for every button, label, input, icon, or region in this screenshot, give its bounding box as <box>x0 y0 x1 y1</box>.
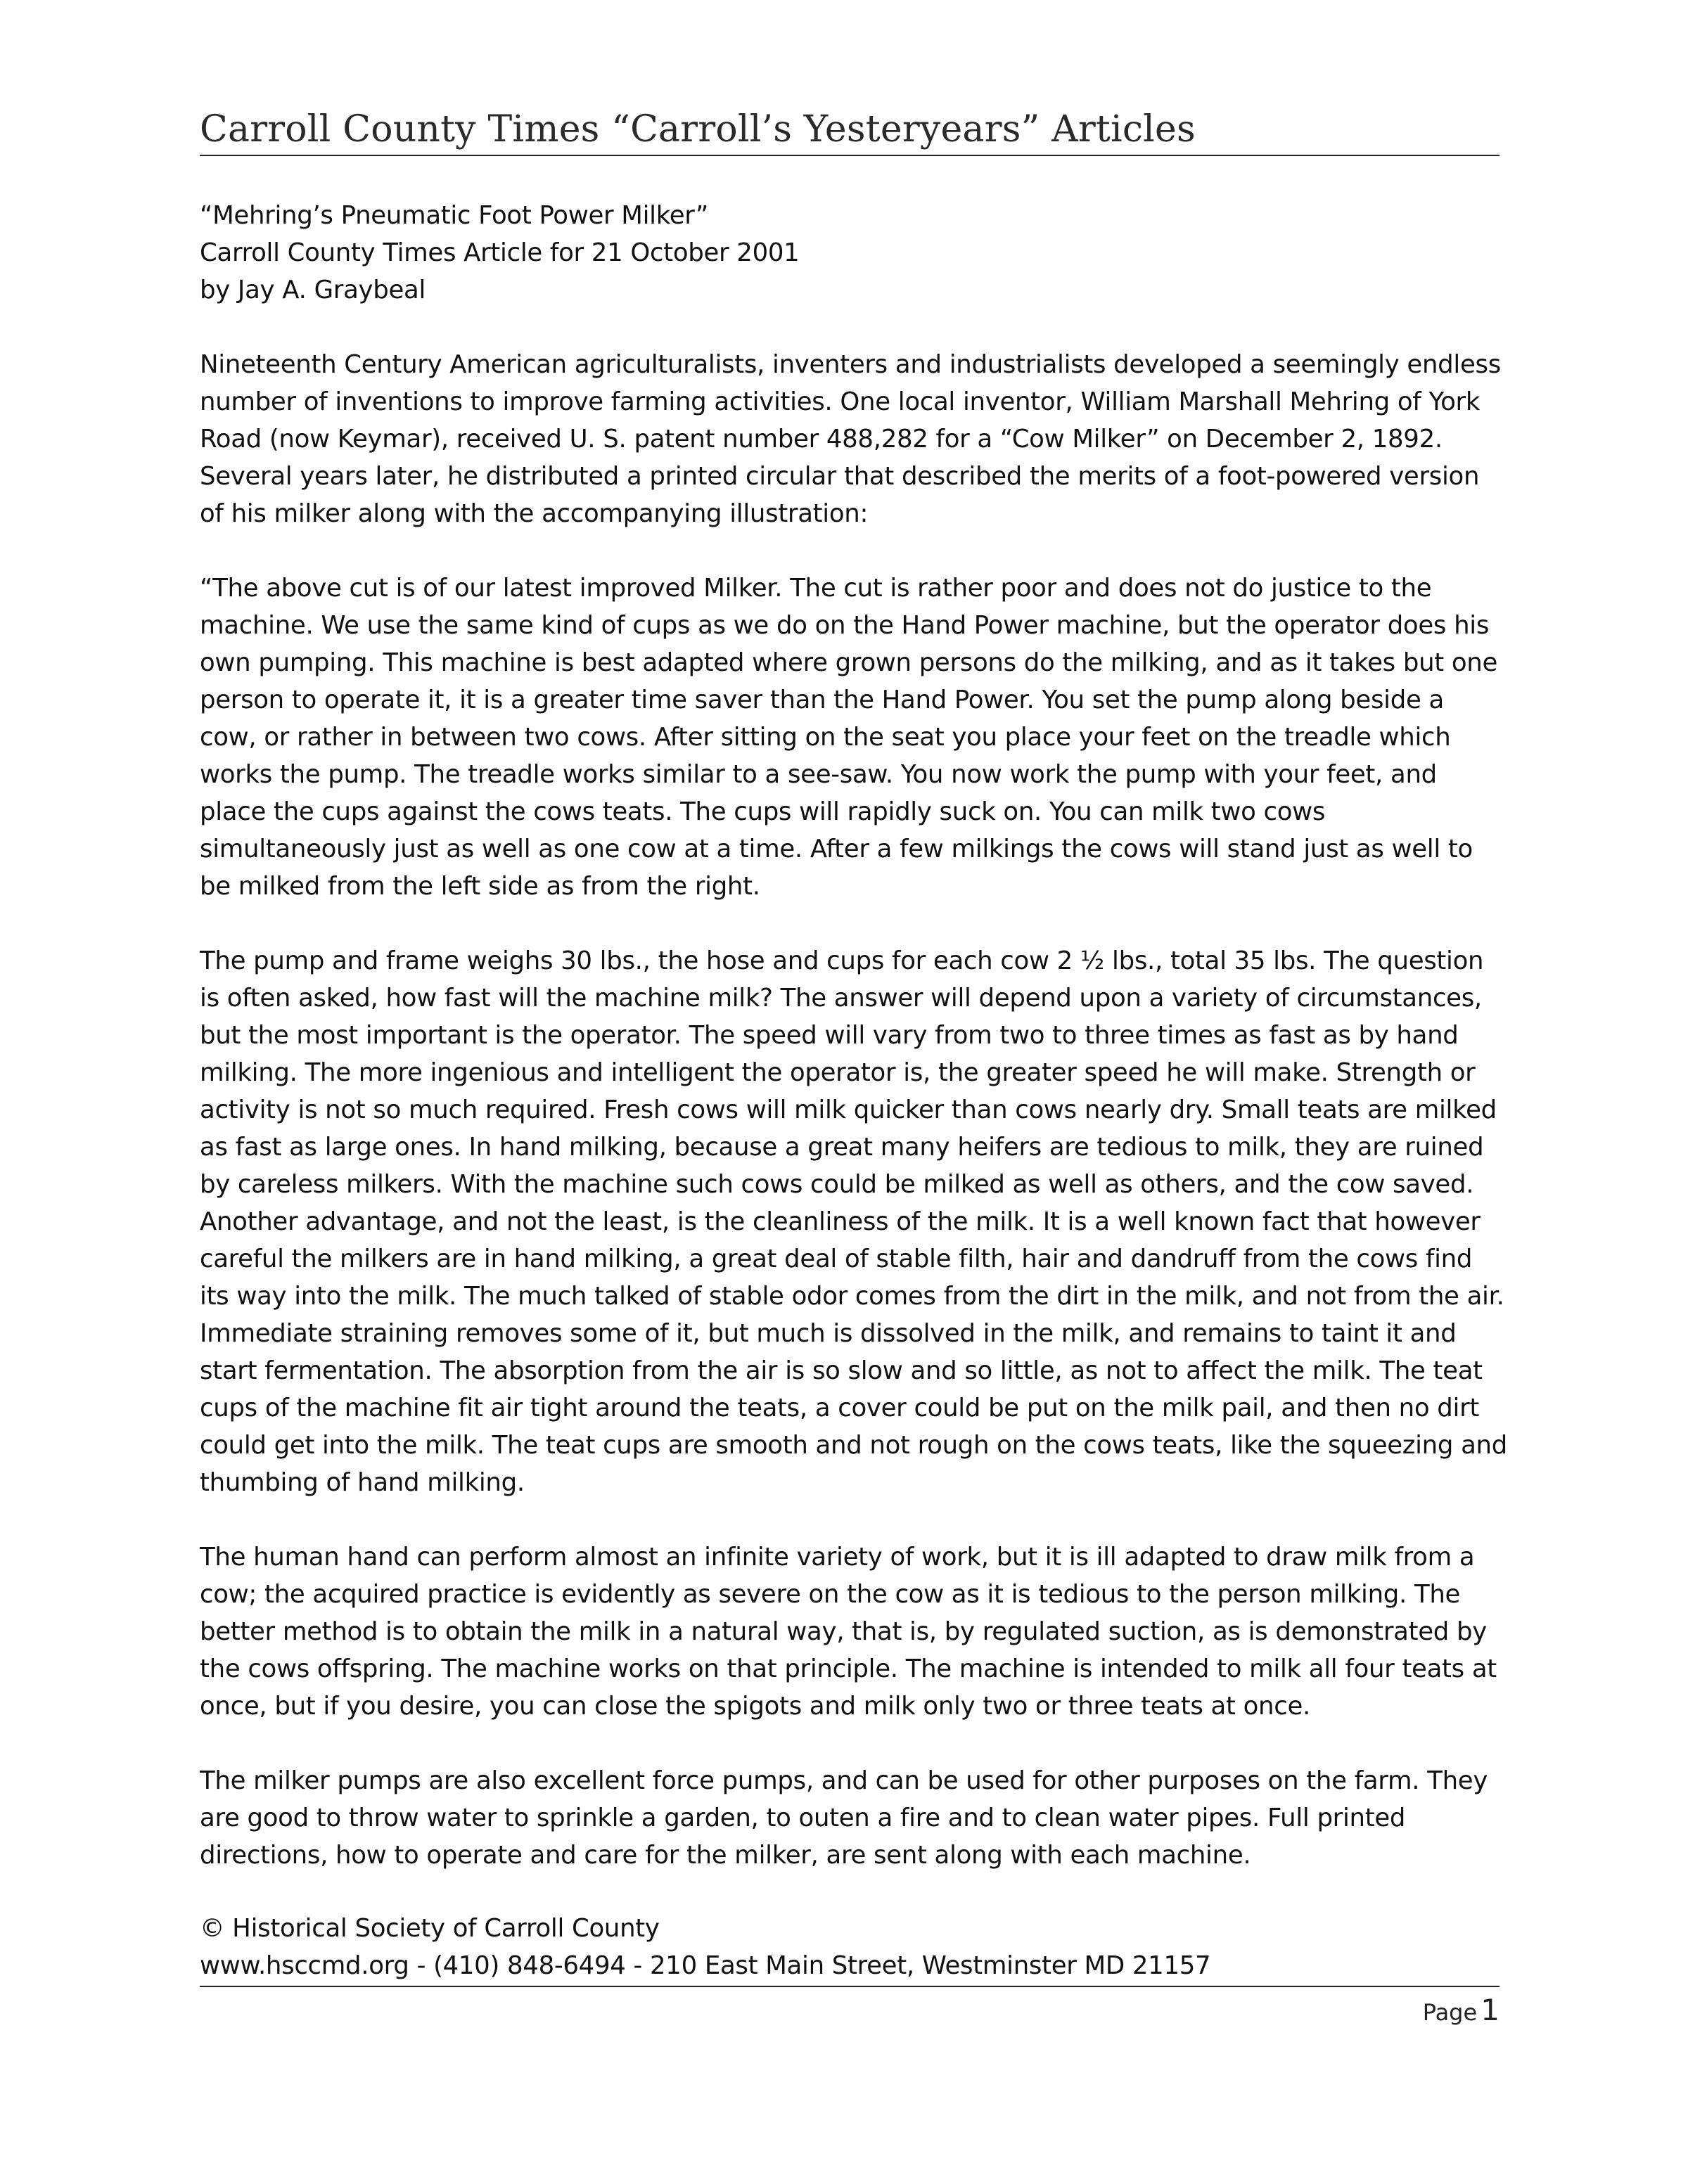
article-byline: by Jay A. Graybeal <box>200 276 426 304</box>
article-body <box>200 197 1508 1911</box>
article-paragraph-3: The pump and frame weighs 30 lbs., the hose and cups for each cow 2 ½ lbs., total 35 lbs. The question is often asked, how fast will the machine milk? The answer will depend upon a variety of circumstances, but the most important is the operator. The speed will vary from two to three times as fast as by hand milking. The more ingenious and intelligent the operator is, the greater speed he will make. Strength or activity is not so much required. Fresh cows will milk quicker than cows nearly dry. Small teats are milked as fast as large ones. In hand milking, because a great many heifers are tedious to milk, they are ruined by careless milkers. With the machine such cows could be milked as well as others, and the cow saved. Another advantage, and not the least, is the cleanliness of the milk. It is a well known fact that however careful the milkers are in hand milking, a great deal of stable filth, hair and dandruff from the cows find its way into the milk. The much talked of stable odor comes from the dirt in the milk, and not from the air. Immediate straining removes some of it, but much is dissolved in the milk, and remains to taint it and start fermentation. The absorption from the air is so slow and so little, as not to affect the milk. The teat cups of the machine fit air tight around the teats, a cover could be put on the milk pail, and then no dirt could get into the milk. The teat cups are smooth and not rough on the cows teats, like the squeezing and thumbing of hand milking. <box>200 946 1507 1497</box>
footer-contact: www.hsccmd.org - (410) 848-6494 - 210 East Main Street, Westminster MD 21157 <box>200 1951 1211 1980</box>
footer-rule <box>200 1986 1500 1987</box>
article-paragraph-5: The milker pumps are also excellent force pumps, and can be used for other purposes on the farm. They are good to throw water to sprinkle a garden, to outen a fire and to clean water pipes. Full printed directions, how to operate and care for the milker, are sent along with each machine. <box>200 1766 1488 1870</box>
page-number-label: Page <box>1422 1999 1478 2026</box>
article-paragraph-2: “The above cut is of our latest improved Milker. The cut is rather poor and does not do justice to the machine. We use the same kind of cups as we do on the Hand Power machine, but the operator does his own pumping. This machine is best adapted where grown persons do the milking, and as it takes but one person to operate it, it is a greater time saver than the Hand Power. You set the pump along beside a cow, or rather in between two cows. After sitting on the seat you place your feet on the treadle which works the pump. The treadle works similar to a see-saw. You now work the pump with your feet, and place the cups against the cows teats. The cups will rapidly suck on. You can milk two cows simultaneously just as well as one cow at a time. After a few milkings the cows will stand just as well to be milked from the left side as from the right. <box>200 574 1498 901</box>
page-number <box>1423 1993 1500 2027</box>
article-meta <box>200 197 1508 309</box>
footer-copyright: © Historical Society of Carroll County <box>200 1914 660 1943</box>
header-rule <box>200 155 1500 156</box>
article-source: Carroll County Times Article for 21 October 2001 <box>200 238 800 267</box>
footer <box>200 1910 1508 1984</box>
page-number-value: 1 <box>1481 1993 1500 2027</box>
article-paragraph-4: The human hand can perform almost an infinite variety of work, but it is ill adapted to draw milk from a cow; the acquired practice is evidently as severe on the cow as it is tedious to the person milking. The better method is to obtain the milk in a natural way, that is, by regulated suction, as is demonstrated by the cows offspring. The machine works on that principle. The machine is intended to milk all four teats at once, but if you desire, you can close the spigots and milk only two or three teats at once. <box>200 1543 1497 1721</box>
running-header-title: Carroll County Times “Carroll’s Yesteryears” Articles <box>200 108 1196 150</box>
article-paragraph-1: Nineteenth Century American agriculturalists, inventers and industrialists developed a seemingly endless number of inventions to improve farming activities. One local inventor, William Marshall Mehring of York Road (now Keymar), received U. S. patent number 488,282 for a “Cow Milker” on December 2, 1892. Several years later, he distributed a printed circular that described the merits of a foot-powered version of his milker along with the accompanying illustration: <box>200 350 1501 528</box>
article-title: “Mehring’s Pneumatic Foot Power Milker” <box>200 201 709 230</box>
